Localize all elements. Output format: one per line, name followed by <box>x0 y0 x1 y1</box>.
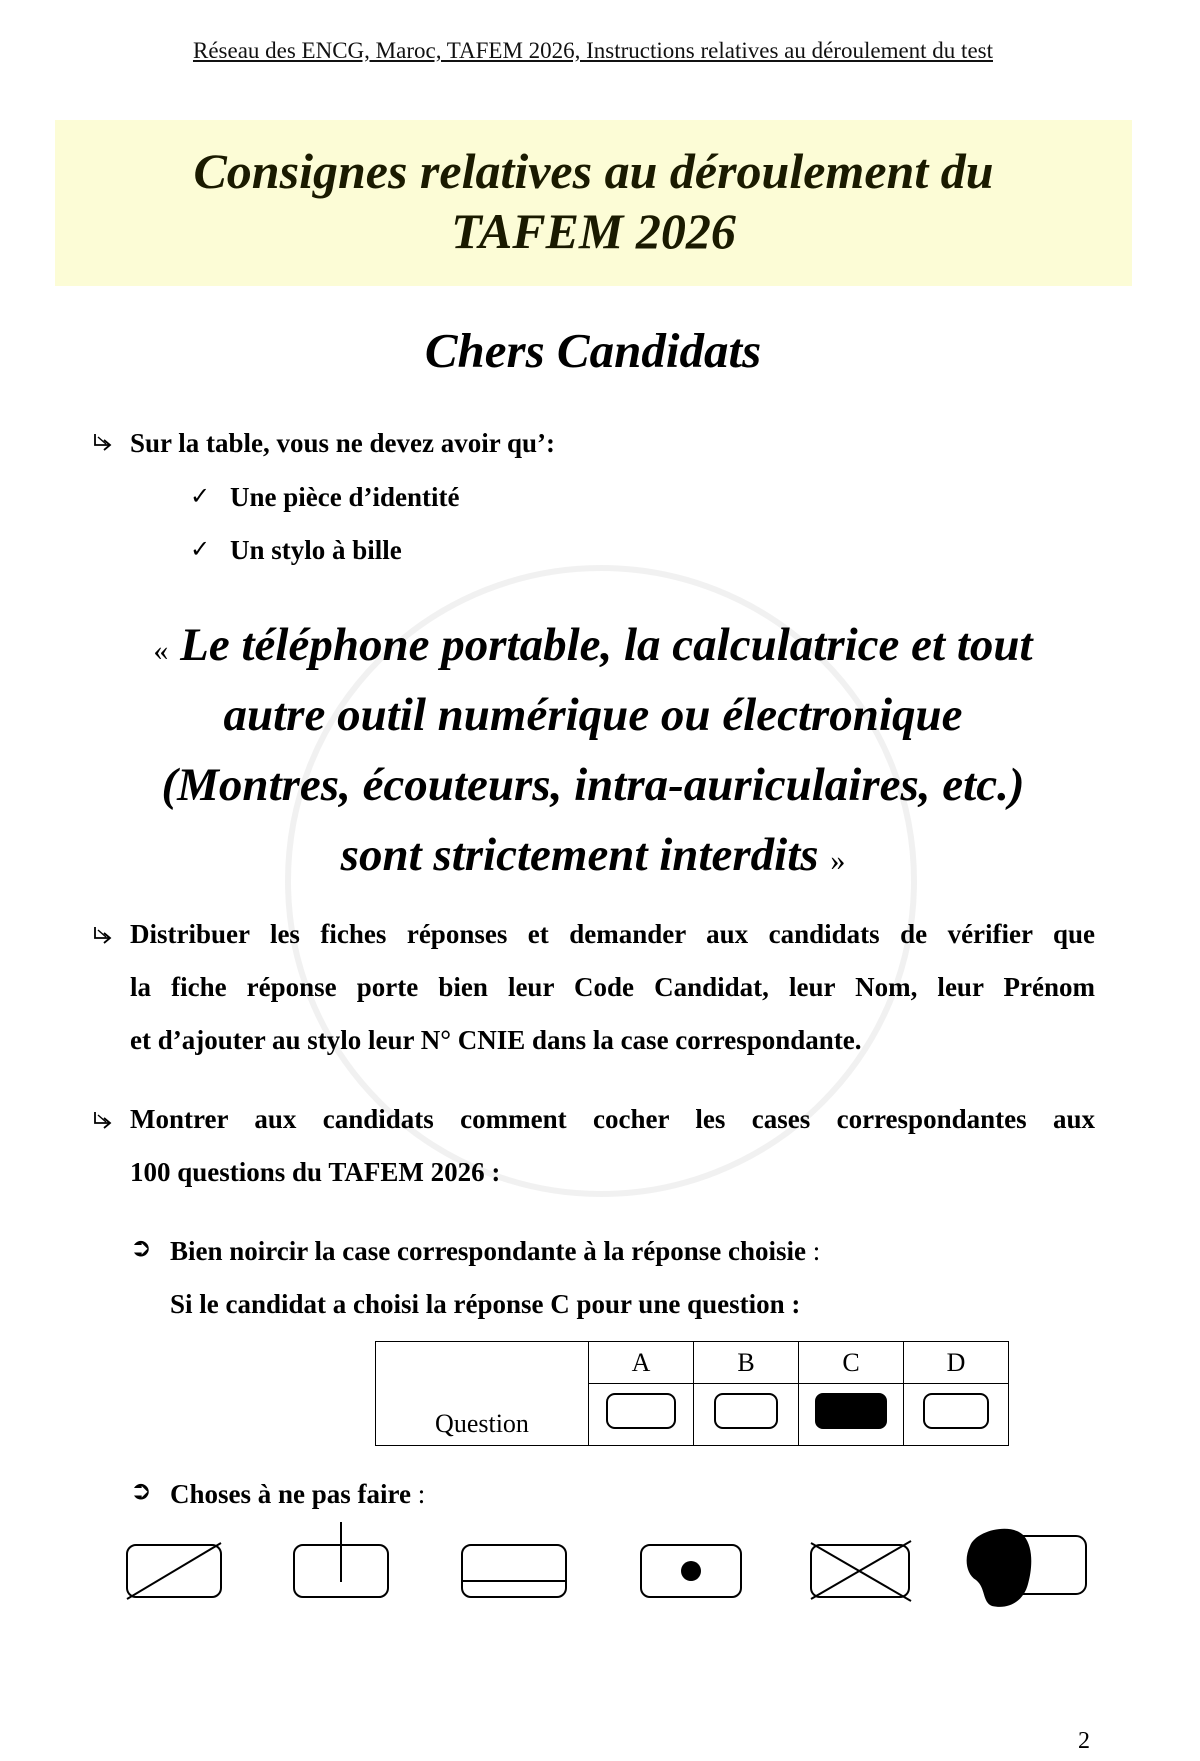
option-cell-a <box>589 1384 694 1446</box>
ban-line-3: (Montres, écouteurs, intra-auriculaires, etc.) <box>161 759 1025 811</box>
question-label: Question <box>435 1409 529 1438</box>
right-arrow-icon: ➲ <box>130 1476 152 1506</box>
close-quote: » <box>830 844 846 877</box>
distribute-paragraph <box>130 908 1095 1067</box>
title-banner <box>55 120 1132 286</box>
wrong-mark-diagonal <box>123 1535 225 1605</box>
open-quote: « <box>153 634 169 667</box>
dont-suffix: : <box>411 1479 426 1509</box>
ban-text-1: Le téléphone portable, la calculatrice et tout <box>180 619 1033 671</box>
ban-text-4: sont strictement interdits <box>340 829 819 881</box>
title-line-2: TAFEM 2026 <box>451 203 736 259</box>
mark-instruction-suffix: : <box>805 1236 821 1266</box>
answer-example-table <box>375 1341 1009 1446</box>
wrong-mark-vertical <box>290 1520 392 1605</box>
dont-label: Choses à ne pas faire <box>170 1479 412 1509</box>
filled-answer-box <box>814 1392 888 1430</box>
mark-instruction-line-2: Si le candidat a choisi la réponse C pour une question : <box>170 1289 801 1319</box>
question-label-cell <box>376 1342 589 1446</box>
distribute-line-1: Distribuer les fiches réponses et demander aux candidats de vérifier que <box>130 919 1095 949</box>
empty-answer-box <box>605 1392 677 1430</box>
option-header: A <box>589 1342 694 1384</box>
option-header: C <box>799 1342 904 1384</box>
show-line-2: 100 questions du TAFEM 2026 : <box>130 1157 501 1187</box>
show-paragraph <box>130 1093 1095 1199</box>
item-id-card: Une pièce d’identité <box>230 482 460 512</box>
distribute-line-3: et d’ajouter au stylo leur N° CNIE dans la case correspondante. <box>130 1025 862 1055</box>
ban-line-2: autre outil numérique ou électronique <box>223 689 963 741</box>
option-header: D <box>904 1342 1009 1384</box>
checkmark-icon: ✓ <box>190 482 211 510</box>
option-header: B <box>694 1342 799 1384</box>
empty-answer-box <box>922 1392 990 1430</box>
dont-label-line <box>170 1479 425 1510</box>
distribute-line-2: la fiche réponse porte bien leur Code Candidat, leur Nom, leur Prénom <box>130 972 1095 1002</box>
wrong-mark-cross <box>805 1533 915 1605</box>
checkmark-icon: ✓ <box>190 535 211 563</box>
page-header: Réseau des ENCG, Maroc, TAFEM 2026, Instructions relatives au déroulement du test <box>192 38 993 63</box>
ban-line-1 <box>0 618 1186 672</box>
table-intro: Sur la table, vous ne devez avoir qu’: <box>130 428 556 458</box>
mark-instruction-line-1 <box>170 1236 820 1267</box>
option-cell-c <box>799 1384 904 1446</box>
option-cell-b <box>694 1384 799 1446</box>
hook-arrow-icon <box>92 432 114 454</box>
ban-line-4 <box>0 828 1186 882</box>
page-number: 2 <box>1078 1728 1090 1754</box>
title-line-1: Consignes relatives au déroulement du <box>193 143 994 199</box>
item-pen: Un stylo à bille <box>230 535 402 565</box>
wrong-mark-overflow <box>962 1522 1090 1612</box>
right-arrow-icon: ➲ <box>130 1233 152 1263</box>
hook-arrow-icon <box>92 925 114 947</box>
wrong-mark-dot <box>637 1535 745 1605</box>
mark-instruction-text: Bien noircir la case correspondante à la réponse choisie <box>170 1236 806 1266</box>
salutation: Chers Candidats <box>424 323 762 378</box>
empty-answer-box <box>713 1392 779 1430</box>
show-line-1: Montrer aux candidats comment cocher les cases correspondantes aux <box>130 1104 1095 1134</box>
wrong-mark-horizontal <box>458 1535 570 1605</box>
option-cell-d <box>904 1384 1009 1446</box>
hook-arrow-icon <box>92 1110 114 1132</box>
